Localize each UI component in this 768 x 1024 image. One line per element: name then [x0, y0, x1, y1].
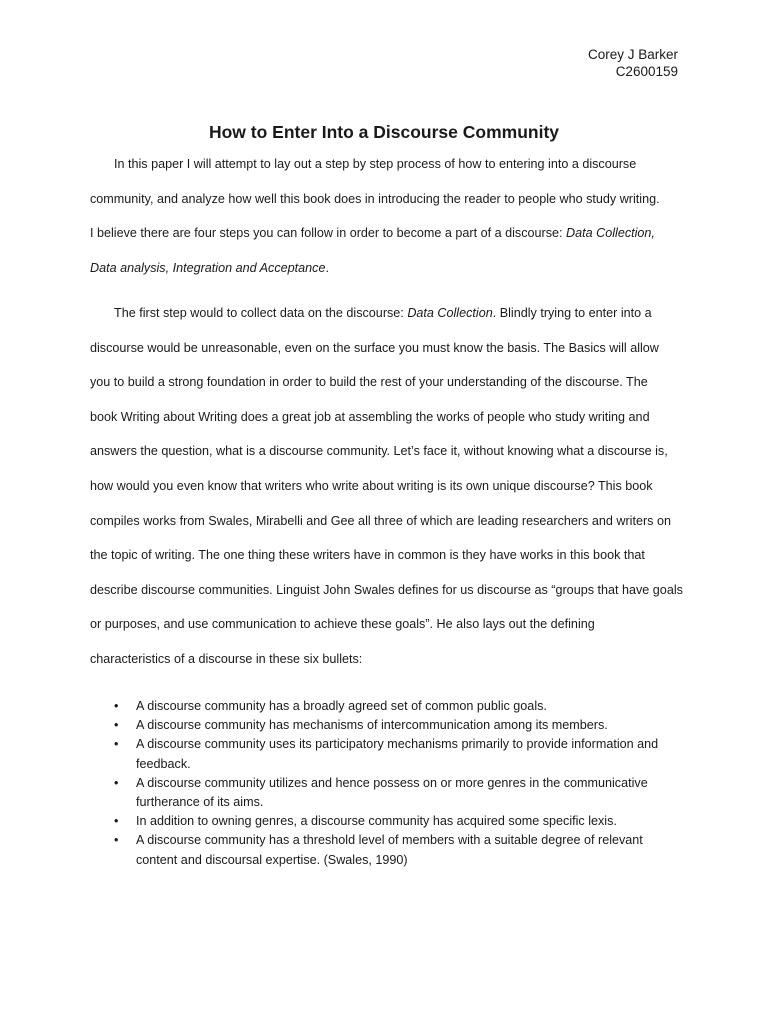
- paragraph-intro: [90, 147, 690, 285]
- paragraph-data-collection: [90, 296, 690, 677]
- text-line: book Writing about Writing does a great job at assembling the works of people who study writing and: [90, 409, 650, 424]
- bullet-text: In addition to owning genres, a discourse community has acquired some specific lexis.: [136, 814, 617, 829]
- text-line: [90, 216, 690, 251]
- bullet-text-cont: furtherance of its aims.: [136, 795, 264, 810]
- text-line: the topic of writing. The one thing these writers have in common is they have works in this book that: [90, 548, 645, 563]
- bullet-text: A discourse community utilizes and hence possess on or more genres in the communicative: [136, 775, 648, 790]
- text-line: [90, 251, 690, 286]
- student-id: C2600159: [615, 64, 678, 79]
- text-line: characteristics of a discourse in these six bullets:: [90, 651, 363, 666]
- text-line: discourse would be unreasonable, even on the surface you must know the basis. The Basics will allow: [90, 340, 659, 355]
- list-item: [90, 735, 690, 773]
- list-item: [90, 812, 690, 831]
- bullet-icon: •: [114, 833, 119, 848]
- italic-span: Data Collection: [407, 306, 493, 320]
- list-item: [90, 831, 690, 869]
- bullet-text: A discourse community has a threshold level of members with a suitable degree of relevant: [136, 833, 643, 848]
- bullet-icon: •: [114, 699, 119, 713]
- bullet-icon: •: [114, 737, 119, 752]
- text-line: [90, 296, 690, 331]
- bullet-text: A discourse community uses its participatory mechanisms primarily to provide information and: [136, 737, 659, 752]
- bullet-icon: •: [114, 775, 119, 790]
- text-line: how would you even know that writers who write about writing is its own unique discourse? This book: [90, 478, 653, 493]
- document-title: How to Enter Into a Discourse Community: [208, 122, 560, 142]
- italic-span: Data analysis, Integration and Acceptance: [90, 260, 326, 275]
- text-line: In this paper I will attempt to lay out a step by step process of how to entering into a discourse: [114, 157, 637, 171]
- bullet-icon: •: [114, 718, 119, 733]
- bullet-icon: •: [114, 814, 119, 829]
- author-header: [588, 46, 678, 80]
- author-name: Corey J Barker: [587, 47, 678, 62]
- text-span: . Blindly trying to enter into a: [492, 306, 652, 320]
- text-line: or purposes, and use communication to achieve these goals”. He also lays out the defining: [90, 617, 595, 632]
- text-line: compiles works from Swales, Mirabelli and Gee all three of which are leading researchers and writers on: [90, 513, 671, 528]
- text-line: community, and analyze how well this book does in introducing the reader to people who study writing.: [90, 191, 660, 206]
- text-line: answers the question, what is a discourse community. Let’s face it, without knowing what a discourse is,: [90, 444, 668, 459]
- list-item: [90, 697, 690, 716]
- bullet-text: A discourse community has a broadly agreed set of common public goals.: [136, 699, 547, 713]
- bullet-text-cont: content and discoursal expertise. (Swales, 1990): [136, 852, 408, 867]
- text-line: you to build a strong foundation in order to build the rest of your understanding of the discourse. The: [90, 375, 648, 390]
- text-line: describe discourse communities. Linguist John Swales defines for us discourse as “groups that have goals: [90, 582, 683, 597]
- swales-characteristics-list: [90, 697, 690, 870]
- bullet-text: A discourse community has mechanisms of intercommunication among its members.: [136, 718, 608, 733]
- list-item: [90, 716, 690, 735]
- text-span: .: [325, 260, 329, 275]
- text-span: The first step would to collect data on the discourse:: [114, 306, 408, 320]
- italic-span: Data Collection,: [566, 226, 655, 241]
- bullet-text-cont: feedback.: [136, 756, 191, 771]
- list-item: [90, 774, 690, 812]
- text-span: I believe there are four steps you can follow in order to become a part of a discourse:: [90, 226, 567, 241]
